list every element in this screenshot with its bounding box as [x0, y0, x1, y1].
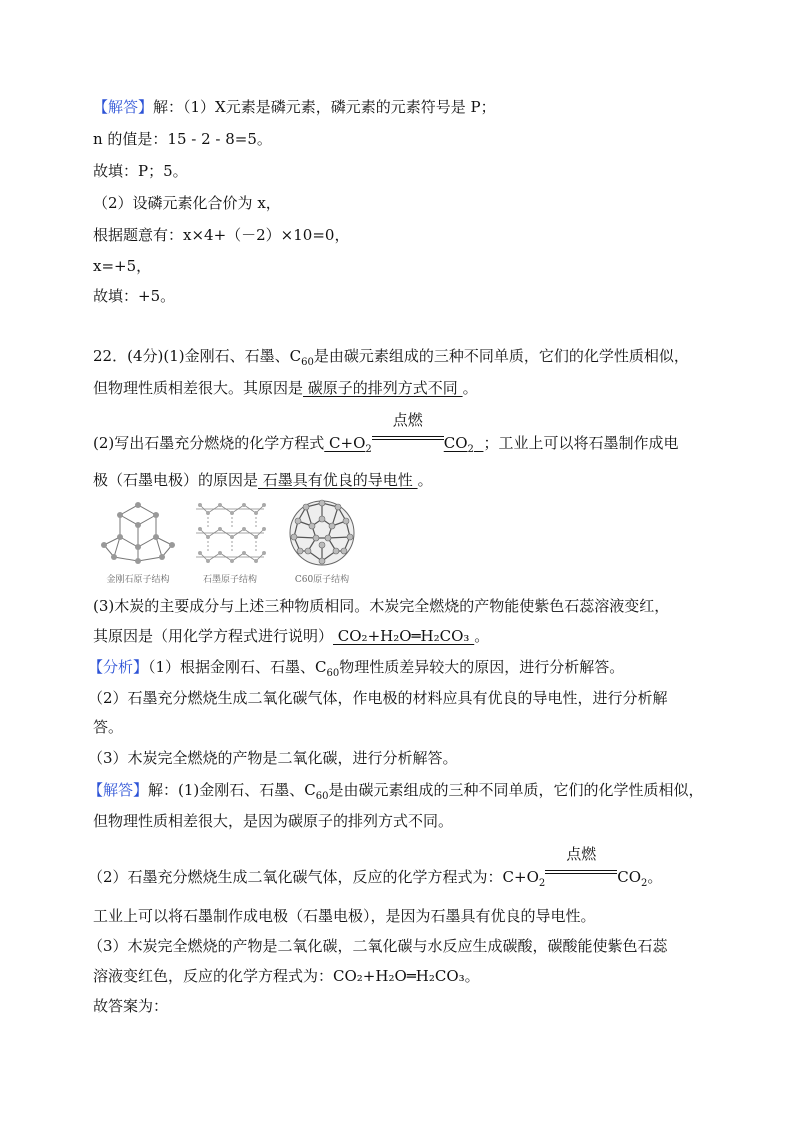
answer2-line7: 故答案为：: [93, 997, 169, 1015]
answer2-line2: 但物理性质相差很大，是因为碳原子的排列方式不同。: [93, 812, 454, 830]
fill-answer-1: 碳原子的排列方式不同: [303, 379, 463, 397]
answer-line: 【解答】解：（1）X元素是磷元素，磷元素的元素符号是 P；: [93, 98, 496, 116]
reaction-arrow: 点燃: [545, 862, 617, 882]
c60-structure-image: [284, 495, 360, 585]
question-22-line1: 22．(4分)(1)金刚石、石墨、$C_{60}$是由碳元素组成的三种不同单质，它们的化学性质相似，: [93, 347, 689, 368]
figure-caption: 石墨原子结构: [202, 575, 257, 585]
fill-answer-3: 石墨具有优良的导电性: [258, 471, 418, 489]
answer2-line5: （3）木炭完全燃烧的产物是二氧化碳，二氧化碳与水反应生成碳酸，碳酸能使紫色石蕊: [88, 937, 668, 955]
figure-caption: 金刚石原子结构: [106, 575, 170, 585]
question-22-line3: (2)写出石墨充分燃烧的化学方程式 $C+O_2$ 点燃 $CO_2$ ；工业上可以将石墨制作成电: [93, 411, 679, 455]
answer-tag: 【解答】: [93, 98, 154, 116]
diamond-structure-image: [100, 495, 176, 585]
question-22-line4: 极（石墨电极）的原因是 石墨具有优良的导电性 。: [93, 471, 433, 489]
text-line: 故填：+5。: [93, 287, 176, 305]
analysis-line3: 答。: [93, 718, 124, 736]
figure-caption: C60原子结构: [294, 575, 350, 585]
text-line: （2）设磷元素化合价为 x，: [93, 194, 281, 212]
reaction-arrow: 点燃: [372, 428, 444, 448]
carbon-structure-figures: [100, 495, 360, 585]
answer-tag: 【解答】: [88, 781, 149, 799]
answer2-line6: 溶液变红色，反应的化学方程式为：CO₂+H₂O═H₂CO₃。: [93, 967, 480, 985]
text-line: 根据题意有：x×4+（－2）×10=0，: [93, 226, 350, 244]
text-line: n 的值是：15 - 2 - 8=5。: [93, 130, 272, 148]
answer2-line3: （2）石墨充分燃烧生成二氧化碳气体，反应的化学方程式为：$C+O_2$ 点燃 $CO_2$。: [88, 845, 663, 889]
analysis-line4: （3）木炭完全燃烧的产物是二氧化碳，进行分析解答。: [88, 749, 458, 767]
analysis-line1: 【分析】（1）根据金刚石、石墨、$C_{60}$物理性质差异较大的原因，进行分析解答。: [88, 658, 625, 679]
analysis-tag: 【分析】: [88, 658, 149, 676]
question-22-line5: (3)木炭的主要成分与上述三种物质相同。木炭完全燃烧的产物能使紫色石蕊溶液变红，: [93, 597, 670, 615]
graphite-structure-image: [192, 495, 268, 585]
fill-answer-2: $C+O_2$ 点燃 $CO_2$: [324, 411, 474, 455]
text-line: 故填：P；5。: [93, 162, 188, 180]
answer2-line4: 工业上可以将石墨制作成电极（石墨电极），是因为石墨具有优良的导电性。: [93, 907, 596, 925]
question-22-line2: 但物理性质相差很大。其原因是 碳原子的排列方式不同 。: [93, 379, 478, 397]
analysis-line2: （2）石墨充分燃烧生成二氧化碳气体，作电极的材料应具有优良的导电性，进行分析解: [88, 689, 668, 707]
question-22-line6: 其原因是（用化学方程式进行说明） CO₂+H₂O═H₂CO₃ 。: [93, 627, 490, 645]
answer2-line1: 【解答】解：(1)金刚石、石墨、$C_{60}$是由碳元素组成的三种不同单质，它们的化学性质相似，: [88, 781, 704, 802]
text-line: x=+5，: [93, 257, 152, 275]
fill-answer-4: CO₂+H₂O═H₂CO₃: [333, 627, 475, 645]
